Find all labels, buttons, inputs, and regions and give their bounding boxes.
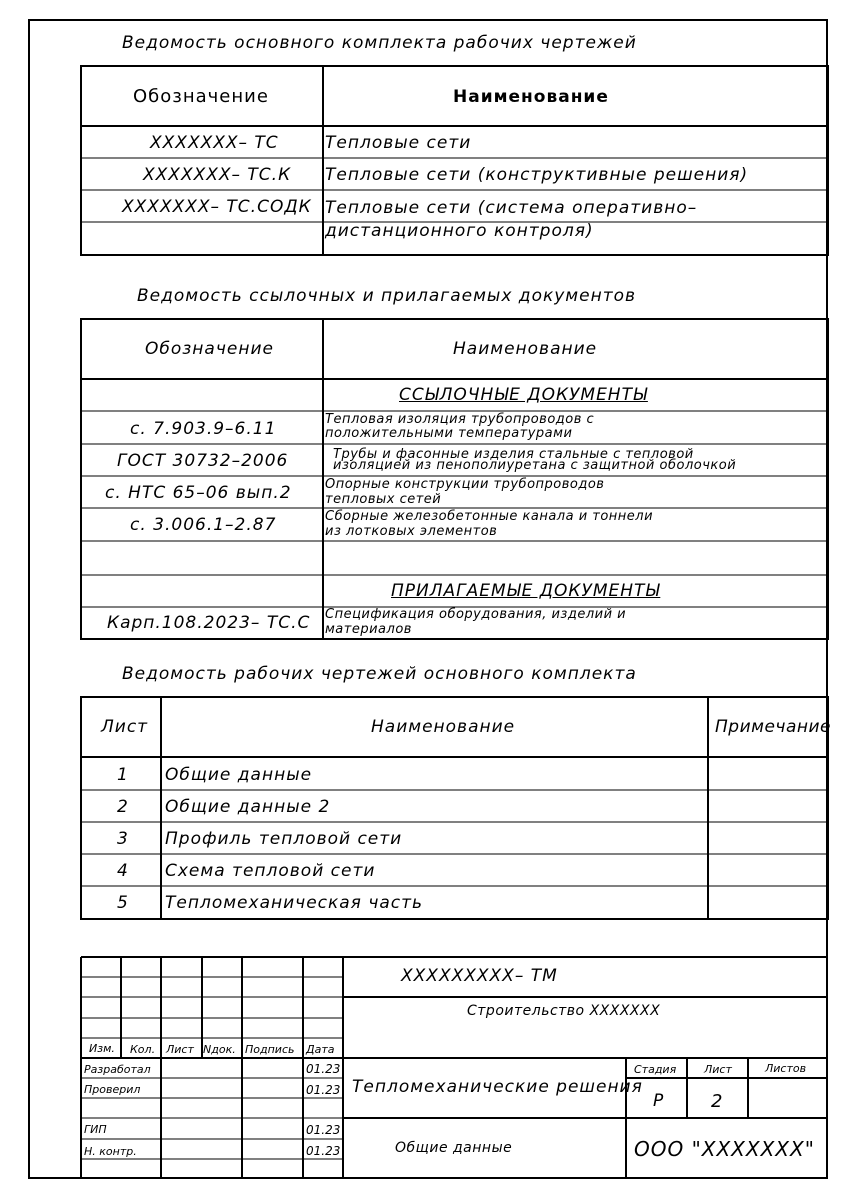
ref-docs-name-1b: положительными температурами: [325, 426, 573, 441]
stamp-role-normcontrol: Н. контр.: [84, 1145, 137, 1158]
ref-docs-name-4b: из лотковых элементов: [325, 524, 498, 539]
stamp-date-1: 01.23: [306, 1062, 341, 1076]
stamp-section-name: Тепломеханические решения: [352, 1077, 643, 1097]
drawings-name-4: Схема тепловой сети: [165, 861, 376, 881]
stamp-hdr-sign: Подпись: [245, 1043, 295, 1056]
stamp-hdr-ndok: Nдок.: [203, 1043, 236, 1056]
ref-docs-col-name: Наименование: [453, 339, 598, 359]
stamp-role-developer: Разработал: [84, 1063, 151, 1076]
stamp-hdr-list: Лист: [166, 1043, 194, 1056]
drawings-col-sheet: Лист: [101, 717, 149, 737]
ref-docs-section-referenced: ССЫЛОЧНЫЕ ДОКУМЕНТЫ: [399, 385, 648, 405]
ref-docs-designation-1: с. 7.903.9–6.11: [130, 419, 277, 439]
stamp-code: XXXXXXXXX– ТМ: [401, 966, 558, 986]
stamp-date-4: 01.23: [306, 1144, 341, 1158]
stamp-construction: Строительство XXXXXXX: [467, 1003, 661, 1019]
ref-docs-designation-attached: Карп.108.2023– ТС.С: [107, 613, 311, 633]
drawings-name-5: Тепломеханическая часть: [165, 893, 424, 913]
stamp-stage: Р: [653, 1091, 664, 1111]
ref-docs-title: Ведомость ссылочных и прилагаемых документов: [137, 286, 637, 306]
sheet-list-col-designation: Обозначение: [133, 86, 269, 107]
drawings-sheet-2: 2: [117, 797, 129, 817]
drawings-col-name: Наименование: [371, 717, 516, 737]
ref-docs-col-designation: Обозначение: [145, 339, 274, 359]
ref-docs-designation-2: ГОСТ 30732–2006: [117, 451, 289, 471]
sheet-list-title: Ведомость основного комплекта рабочих чертежей: [122, 33, 637, 53]
drawings-col-note: Примечание: [715, 717, 831, 737]
sheet-list-designation-2: XXXXXXX– ТС.К: [143, 165, 292, 185]
sheet-list-designation-3: XXXXXXX– ТС.СОДК: [122, 197, 312, 217]
stamp-company: ООО "XXXXXXX": [634, 1137, 815, 1161]
stamp-date-3: 01.23: [306, 1123, 341, 1137]
sheet-list-designation-1: XXXXXXX– ТС: [150, 133, 279, 153]
drawings-sheet-5: 5: [117, 893, 129, 913]
sheet-list-name-3-cont: дистанционного контроля): [325, 221, 594, 241]
sheet-list-name-3: Тепловые сети (система оперативно–: [325, 198, 698, 218]
sheet-list-name-1: Тепловые сети: [325, 133, 472, 153]
stamp-lbl-stage: Стадия: [634, 1063, 677, 1076]
ref-docs-name-3a: Опорные конструкции трубопроводов: [325, 477, 605, 492]
ref-docs-name-2b: изоляцией из пенополиуретана с защитной оболочкой: [333, 458, 737, 473]
stamp-lbl-sheets: Листов: [765, 1062, 807, 1075]
stamp-sheet-name: Общие данные: [395, 1140, 513, 1156]
stamp-hdr-date: Дата: [306, 1043, 335, 1056]
ref-docs-name-3b: тепловых сетей: [325, 492, 442, 507]
ref-docs-name-1a: Тепловая изоляция трубопроводов с: [325, 412, 595, 427]
sheet-list-name-2: Тепловые сети (конструктивные решения): [325, 165, 749, 185]
ref-docs-designation-4: с. 3.006.1–2.87: [130, 515, 277, 535]
stamp-hdr-kol: Кол.: [130, 1043, 156, 1056]
ref-docs-name-attached-b: материалов: [325, 622, 412, 637]
ref-docs-designation-3: с. НТС 65–06 вып.2: [105, 483, 292, 503]
stamp-role-checker: Проверил: [84, 1083, 141, 1096]
ref-docs-name-attached-a: Спецификация оборудования, изделий и: [325, 607, 627, 622]
drawings-name-1: Общие данные: [165, 765, 313, 785]
drawings-sheet-3: 3: [117, 829, 129, 849]
stamp-date-2: 01.23: [306, 1083, 341, 1097]
sheet-list-col-name: Наименование: [453, 87, 609, 107]
stamp-lbl-sheet: Лист: [704, 1063, 732, 1076]
ref-docs-section-attached: ПРИЛАГАЕМЫЕ ДОКУМЕНТЫ: [391, 581, 661, 601]
drawings-sheet-4: 4: [117, 861, 129, 881]
stamp-hdr-izm: Изм.: [89, 1042, 115, 1055]
ref-docs-name-4a: Сборные железобетонные канала и тоннели: [325, 509, 654, 524]
drawings-title: Ведомость рабочих чертежей основного комплекта: [122, 664, 637, 684]
drawings-name-2: Общие данные 2: [165, 797, 331, 817]
stamp-role-gip: ГИП: [84, 1123, 107, 1136]
drawings-name-3: Профиль тепловой сети: [165, 829, 403, 849]
drawings-sheet-1: 1: [117, 765, 129, 785]
stamp-sheet-number: 2: [711, 1091, 723, 1112]
ref-docs-name-2a: Трубы и фасонные изделия стальные с тепловой: [333, 447, 694, 462]
